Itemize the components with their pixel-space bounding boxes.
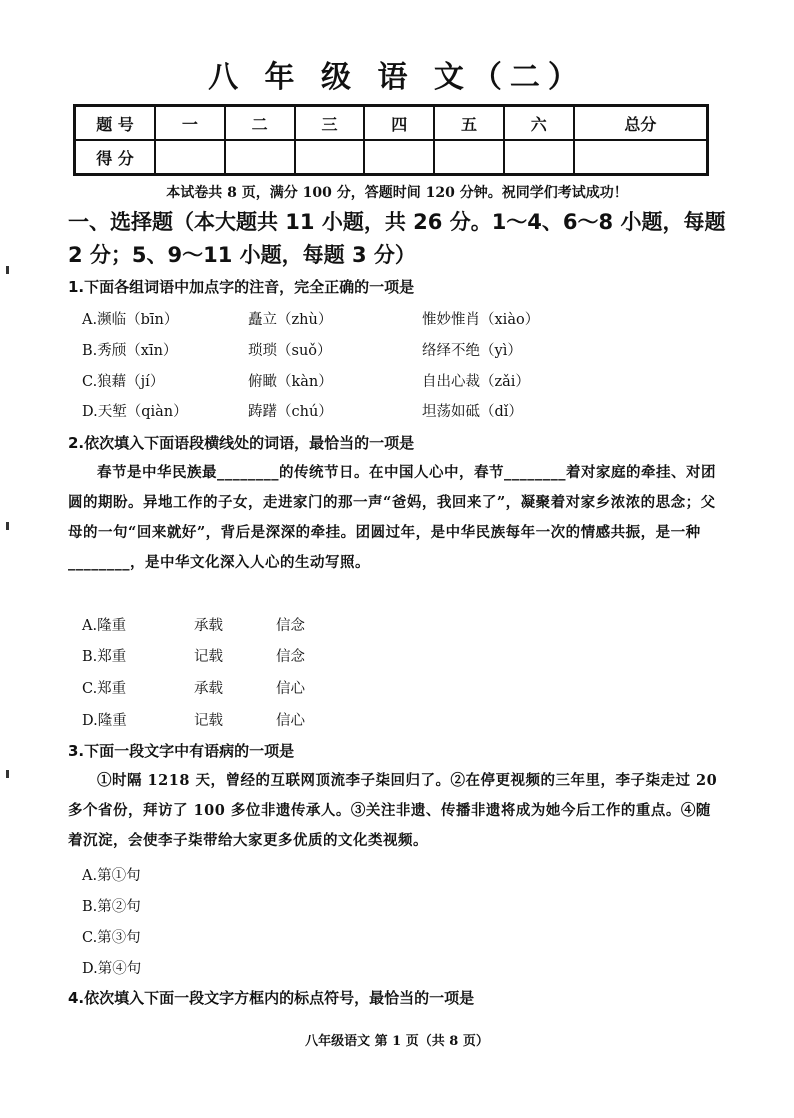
binding-mark — [6, 770, 9, 778]
option-text: 琐琐（suǒ） — [248, 343, 332, 359]
score-input-cell[interactable] — [434, 140, 504, 175]
binding-mark — [6, 522, 9, 530]
question-paragraph: 春节是中华民族最________的传统节日。在中国人心中，春节________着对家庭的牵挂、对团圆的期盼。异地工作的子女，走进家门的那一声“爸妈，我回来了”，凝聚着对家乡浓浓的思念；父母的一句“回来就好”，背后是深深的牵挂。团圆过年，是中华民族每年一次的情感共振，是一种________，是中华文化深入人心的生动写照。 — [68, 464, 716, 571]
score-input-cell[interactable] — [364, 140, 434, 175]
option-text: 俯瞰（kàn） — [248, 374, 333, 390]
score-table-cell: 总分 — [574, 106, 708, 141]
binding-mark — [6, 266, 9, 274]
score-table-cell: 一 — [155, 106, 225, 141]
option-text: D.第④句 — [82, 961, 142, 977]
score-table-cell: 三 — [295, 106, 365, 141]
exam-notice: 本试卷共 8 页，满分 100 分，答题时间 120 分钟。祝同学们考试成功！ — [166, 185, 628, 201]
section-title: 一、选择题（本大题共 11 小题，共 26 分。1～4、6～8 小题，每题 2 分；5、9～11 小题，每题 3 分） — [68, 210, 726, 267]
option-text: C.第③句 — [82, 930, 141, 946]
score-table-header-row — [75, 106, 708, 141]
score-table-cell: 四 — [364, 106, 434, 141]
option-text: 信念 — [276, 649, 305, 665]
option-text: A.隆重 — [82, 618, 127, 634]
option-text: 记载 — [194, 713, 223, 729]
score-table-cell: 得 分 — [75, 140, 156, 175]
score-table-cell: 题 号 — [75, 106, 156, 141]
question-stem: 3.下面一段文字中有语病的一项是 — [68, 742, 295, 760]
score-table-cell: 五 — [434, 106, 504, 141]
exam-title: 八 年 级 语 文（二） — [208, 60, 586, 95]
score-table — [73, 104, 709, 176]
option-text: D.隆重 — [82, 713, 127, 729]
option-text: 信心 — [276, 713, 305, 729]
option-text: 信念 — [276, 618, 305, 634]
option-text: B.第②句 — [82, 899, 141, 915]
score-table-cell: 六 — [504, 106, 574, 141]
question-paragraph: ①时隔 1218 天，曾经的互联网顶流李子柒回归了。②在停更视频的三年里，李子柒走过 20 多个省份，拜访了 100 多位非遗传承人。③关注非遗、传播非遗将成为她今后工作的重点。④随着沉淀，会使李子柒带给大家更多优质的文化类视频。 — [68, 772, 718, 849]
option-text: 矗立（zhù） — [248, 312, 333, 328]
option-text: 承载 — [194, 618, 223, 634]
question-stem: 2.依次填入下面语段横线处的词语，最恰当的一项是 — [68, 434, 415, 452]
option-text: 络绎不绝（yì） — [422, 343, 522, 359]
question-stem: 1.下面各组词语中加点字的注音，完全正确的一项是 — [68, 278, 415, 296]
option-text: B.郑重 — [82, 649, 127, 665]
option-text: 自出心裁（zǎi） — [422, 374, 530, 390]
score-input-cell[interactable] — [295, 140, 365, 175]
score-table-score-row — [75, 140, 708, 175]
option-text: 记载 — [194, 649, 223, 665]
score-input-cell[interactable] — [225, 140, 295, 175]
score-table-cell: 二 — [225, 106, 295, 141]
option-text: 信心 — [276, 681, 305, 697]
option-text: B.秀颀（xīn） — [82, 343, 178, 359]
option-text: 惟妙惟肖（xiào） — [422, 312, 540, 328]
option-text: A.濒临（bīn） — [82, 312, 179, 328]
option-text: D.天堑（qiàn） — [82, 404, 188, 420]
score-input-cell[interactable] — [155, 140, 225, 175]
score-input-cell[interactable] — [574, 140, 708, 175]
option-text: A.第①句 — [82, 868, 141, 884]
option-text: 坦荡如砥（dǐ） — [422, 404, 523, 420]
option-text: 踌躇（chú） — [248, 404, 333, 420]
option-text: C.郑重 — [82, 681, 127, 697]
option-text: C.狼藉（jí） — [82, 374, 165, 390]
option-text: 承载 — [194, 681, 223, 697]
question-stem: 4.依次填入下面一段文字方框内的标点符号，最恰当的一项是 — [68, 989, 475, 1007]
page-footer: 八年级语文 第 1 页（共 8 页） — [305, 1034, 489, 1049]
score-input-cell[interactable] — [504, 140, 574, 175]
